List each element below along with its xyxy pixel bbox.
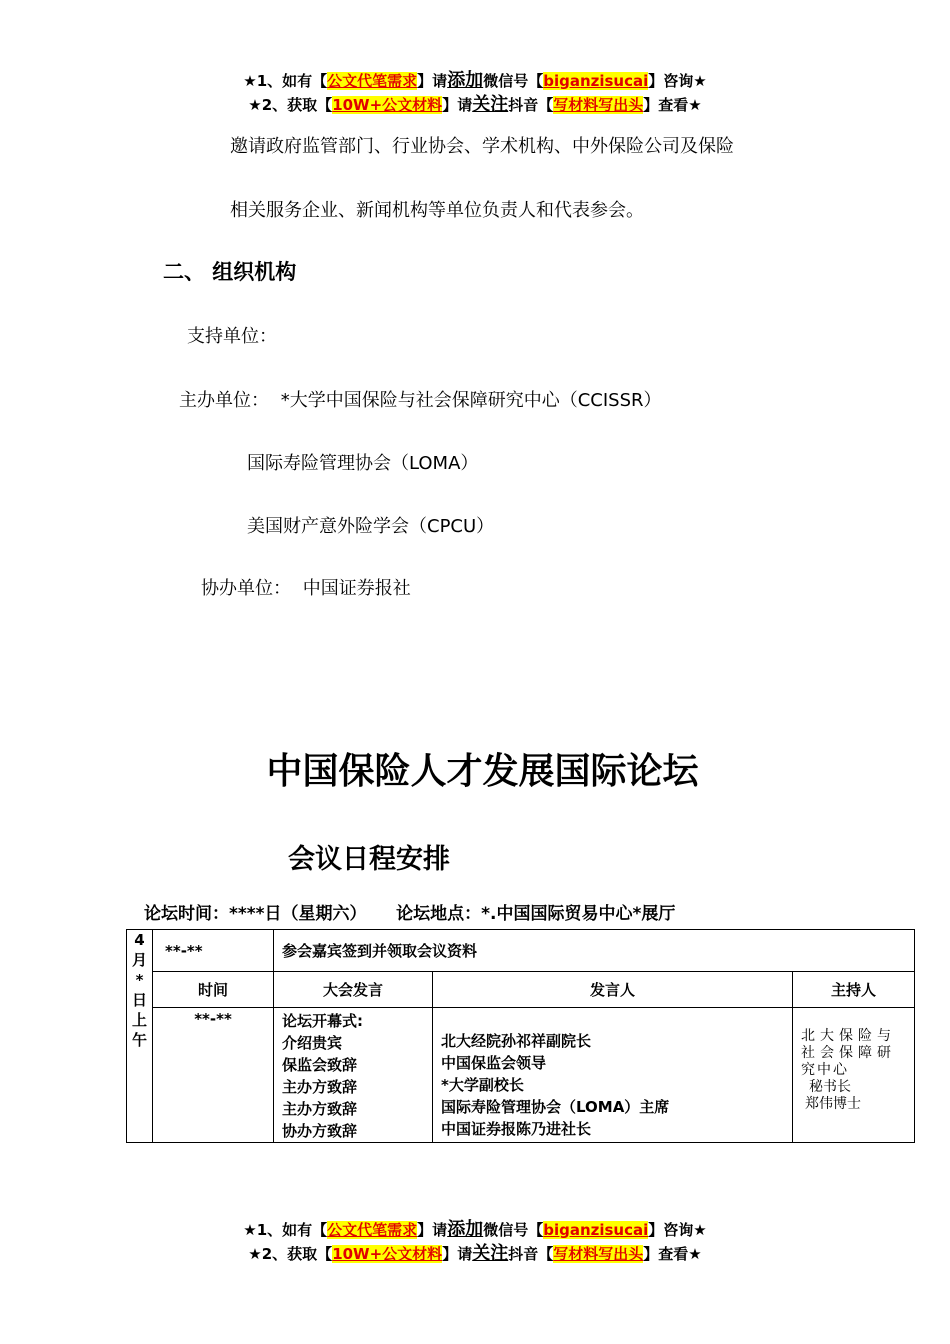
forum-info: 论坛时间：****日（星期六） 论坛地点：*.中国国际贸易中心*展厅 [144, 904, 676, 924]
section-heading: 二、 组织机构 [163, 260, 297, 284]
promo-banner-line-2-bottom: ★2、获取【10W+公文材料】请关注抖音【写材料写出头】查看★ [248, 1243, 702, 1264]
host-org-row [179, 386, 662, 412]
support-label: 支持单位： [187, 326, 277, 347]
talk-list: 论坛开幕式: 介绍贵宾 保监会致辞 主办方致辞 主办方致辞 协办方致辞 [274, 1008, 433, 1143]
intro-line-2: 相关服务企业、新闻机构等单位负责人和代表参会。 [230, 200, 644, 221]
date-cell: 4 月 * 日 上 午 [127, 930, 153, 1143]
promo-banner-line-1: ★1、如有【公文代笔需求】请添加微信号【biganzisucai】咨询★ [243, 70, 707, 91]
header-time: 时间 [153, 972, 274, 1008]
highlight-materials: 10W+公文材料 [332, 96, 443, 114]
registration-desc: 参会嘉宾签到并领取会议资料 [274, 930, 915, 972]
header-speaker: 发言人 [433, 972, 793, 1008]
host-cell: 北大保险与社会保障研究中心 秘书长 郑伟博士 [793, 1008, 915, 1143]
promo-banner-line-1-bottom: ★1、如有【公文代笔需求】请添加微信号【biganzisucai】咨询★ [243, 1219, 707, 1240]
registration-time: **-** [153, 930, 274, 972]
opening-time: **-** [153, 1008, 274, 1143]
host-org-3: 美国财产意外险学会（CPCU） [247, 516, 495, 537]
promo-banner-line-2: ★2、获取【10W+公文材料】请关注抖音【写材料写出头】查看★ [248, 94, 702, 115]
co-label: 协办单位： [201, 578, 291, 599]
forum-title: 中国保险人才发展国际论坛 [266, 751, 699, 792]
highlight-douyin: 写材料写出头 [553, 96, 644, 114]
highlight-wechat-id: biganzisucai [543, 72, 649, 90]
host-label: 主办单位： [179, 390, 269, 411]
table-row [127, 1008, 915, 1143]
host-org-1: *大学中国保险与社会保障研究中心（CCISSR） [280, 390, 662, 411]
schedule-table [126, 929, 915, 1143]
intro-line-1: 邀请政府监管部门、行业协会、学术机构、中外保险公司及保险 [230, 136, 734, 157]
schedule-title: 会议日程安排 [288, 844, 450, 875]
highlight-service: 公文代笔需求 [327, 72, 418, 90]
host-org-2: 国际寿险管理协会（LOMA） [247, 453, 479, 474]
co-org-1: 中国证券报社 [302, 578, 411, 599]
header-talk: 大会发言 [274, 972, 433, 1008]
table-header-row [127, 972, 915, 1008]
co-org-row [201, 574, 411, 600]
speaker-list: 北大经院孙祁祥副院长 中国保监会领导 *大学副校长 国际寿险管理协会（LOMA）主席 中国证券报陈乃进社长 [433, 1008, 793, 1143]
table-row [127, 930, 915, 972]
header-host: 主持人 [793, 972, 915, 1008]
